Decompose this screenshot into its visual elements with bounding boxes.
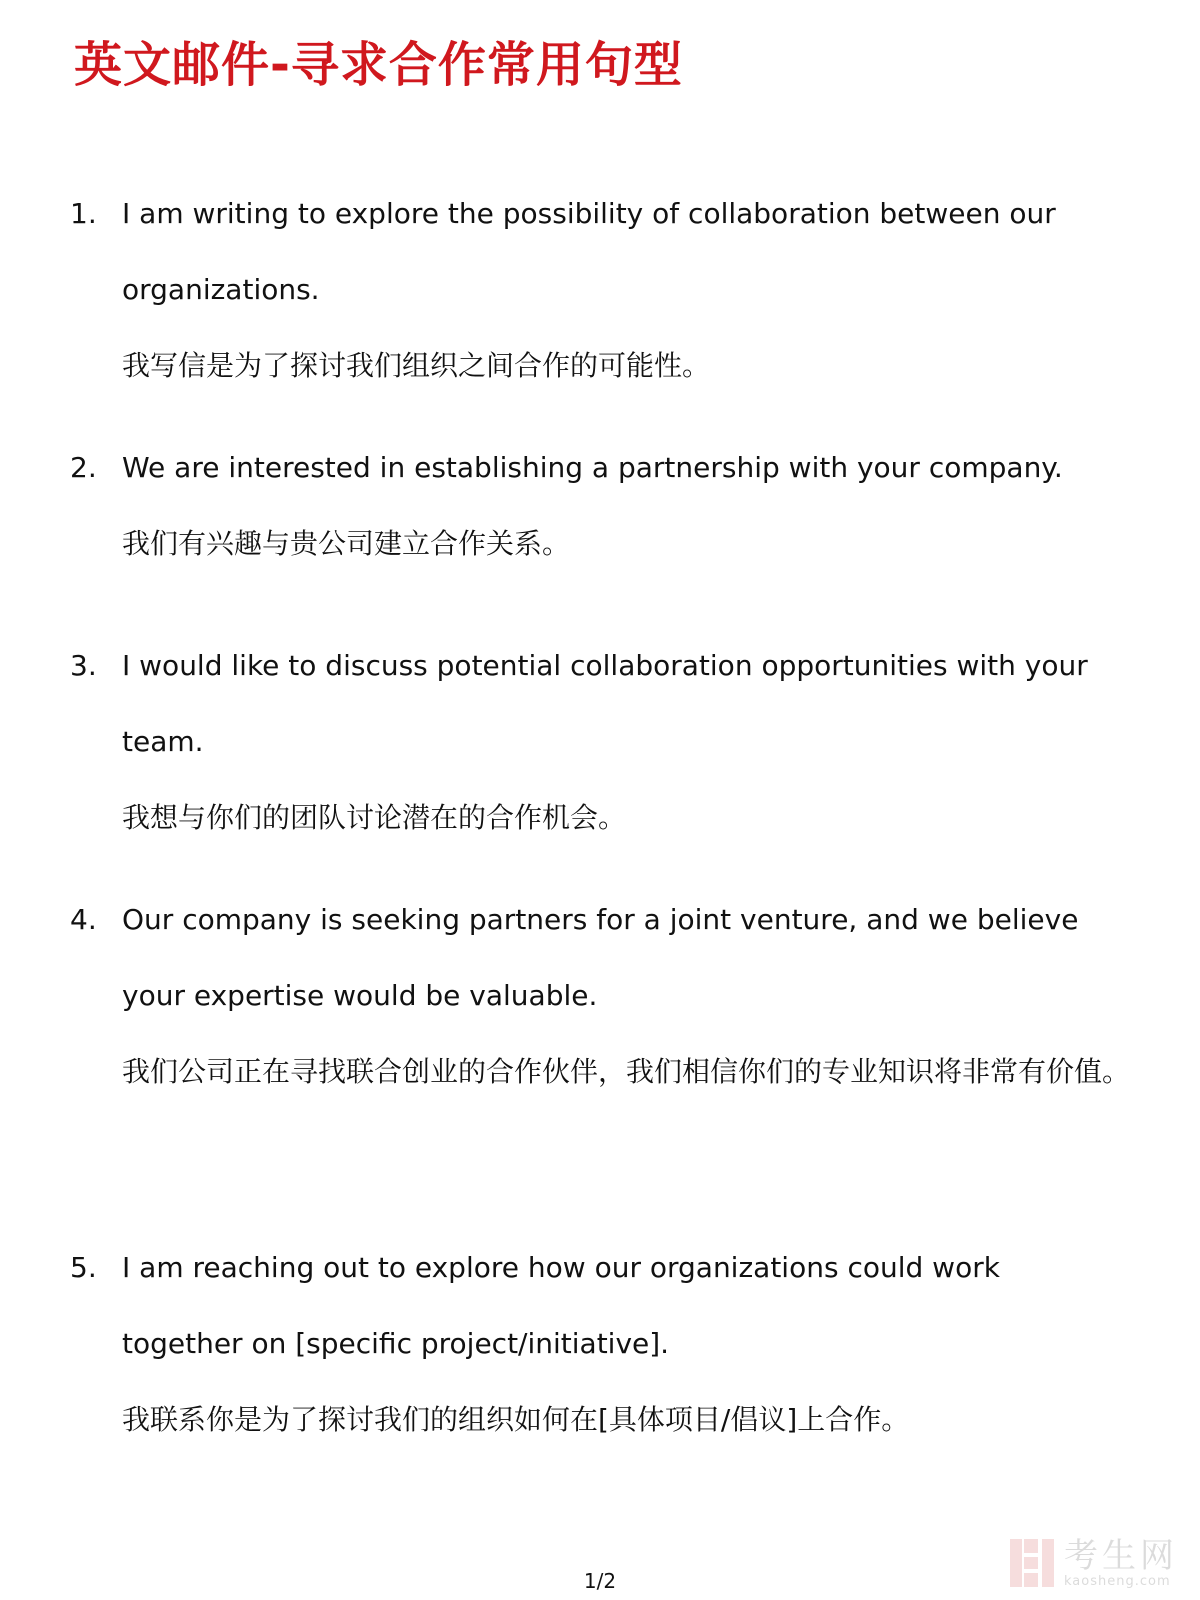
- item-number: 2.: [70, 451, 97, 484]
- watermark-domain: kaosheng.com: [1064, 1573, 1171, 1589]
- item-chinese-text: 我联系你是为了探讨我们的组织如何在[具体项目/倡议]上合作。: [122, 1403, 910, 1436]
- page-number: 1/2: [583, 1569, 617, 1593]
- item-chinese-text: 我们公司正在寻找联合创业的合作伙伴，我们相信你们的专业知识将非常有价值。: [122, 1055, 1131, 1088]
- item-english-text: I would like to discuss potential collaboration opportunities with your team.: [122, 649, 1088, 758]
- item-chinese-text: 我们有兴趣与贵公司建立合作关系。: [122, 527, 571, 560]
- item-number: 5.: [70, 1251, 97, 1284]
- item-english-text: We are interested in establishing a partnership with your company.: [122, 451, 1063, 484]
- item-chinese-text: 我想与你们的团队讨论潜在的合作机会。: [122, 801, 627, 834]
- watermark: [1008, 1532, 1184, 1594]
- item-english-text: Our company is seeking partners for a joint venture, and we believe your expertise would be valuable.: [122, 903, 1079, 1012]
- kaosheng-logo-icon: [1008, 1535, 1058, 1591]
- item-number: 3.: [70, 649, 97, 682]
- list-item: [70, 430, 1140, 582]
- item-number: 4.: [70, 903, 97, 936]
- list-item: [70, 882, 1140, 1110]
- list-item: [70, 1230, 1140, 1458]
- page-title: 英文邮件-寻求合作常用句型: [74, 37, 683, 93]
- item-english-text: I am writing to explore the possibility of collaboration between our organizations.: [122, 197, 1056, 306]
- watermark-text: 考生网: [1064, 1535, 1178, 1576]
- list-item: [70, 176, 1140, 404]
- item-chinese-text: 我写信是为了探讨我们组织之间合作的可能性。: [122, 349, 711, 382]
- list-item: [70, 628, 1140, 856]
- item-english-text: I am reaching out to explore how our organizations could work together on [specific project/initiative].: [122, 1251, 1000, 1360]
- item-number: 1.: [70, 197, 97, 230]
